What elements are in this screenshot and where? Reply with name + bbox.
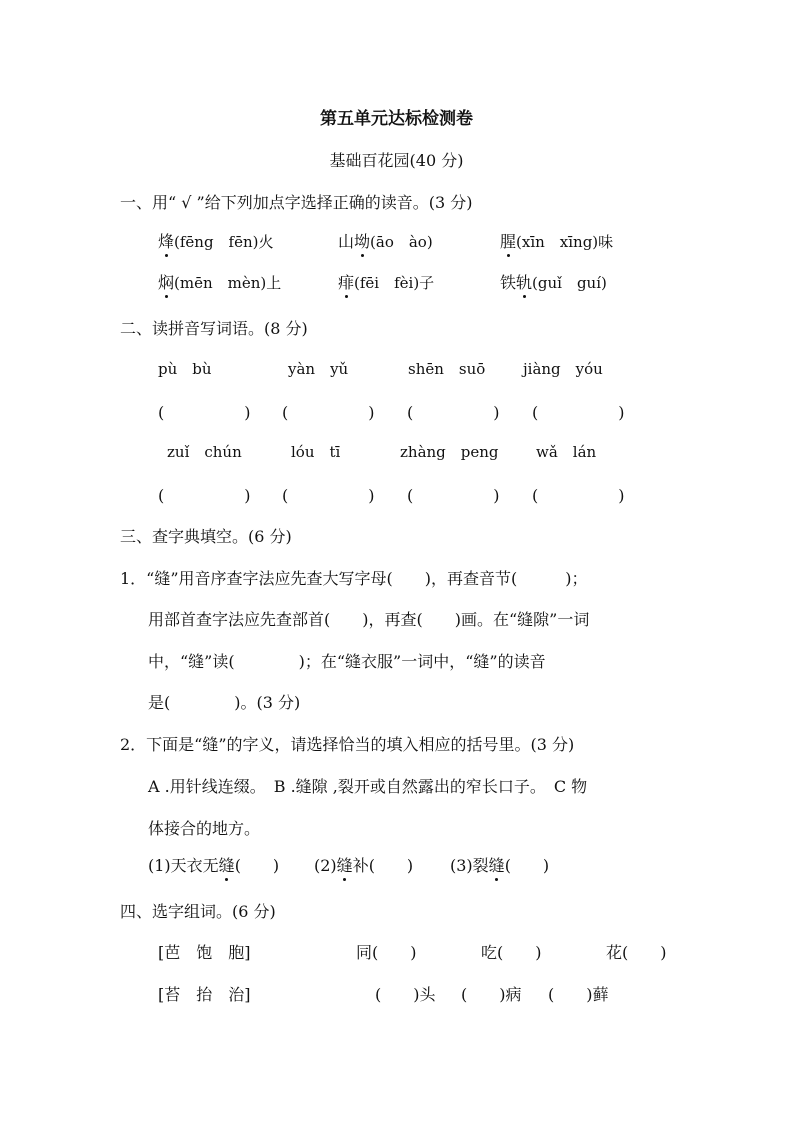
- q1-heading: 一、用“ √ ”给下列加点字选择正确的读音。(3 分): [120, 193, 473, 212]
- q1-item-1: [158, 229, 274, 252]
- section-subtitle: 基础百花园(40 分): [329, 151, 464, 170]
- q2-pinyin-1: pù bù: [158, 360, 212, 378]
- q4-char-set-1: [芭 饱 胞]: [158, 943, 251, 962]
- q1-item-4-pinyin: (mēn mèn)上: [174, 274, 282, 292]
- q4-blank-2[interactable]: 吃( ): [481, 943, 542, 962]
- q3-p2-item-1: (1)天衣无缝( ): [148, 853, 279, 876]
- q3-p2-item-2-char: 缝: [337, 853, 353, 876]
- q3-p2-item-3-char: 缝: [489, 853, 505, 876]
- q2-blank-2[interactable]: ( ): [282, 403, 375, 422]
- q3-p1-line4: 是( )。(3 分): [148, 693, 301, 712]
- q3-heading: 三、查字典填空。(6 分): [120, 527, 292, 546]
- q2-pinyin-7: zhàng peng: [400, 443, 499, 461]
- q4-blank-3[interactable]: 花( ): [606, 943, 667, 962]
- q2-blank-1[interactable]: ( ): [158, 403, 251, 422]
- q1-item-1-char: 烽: [158, 229, 174, 252]
- q2-pinyin-6: lóu tī: [291, 443, 341, 461]
- q4-blank-4[interactable]: ( )头: [375, 985, 436, 1004]
- q3-p2-line2: A .用针线连缀。 B .缝隙 ,裂开或自然露出的窄长口子。 C 物: [148, 777, 588, 796]
- q1-item-2-prefix: 山: [338, 232, 355, 251]
- q3-p2-line3: 体接合的地方。: [148, 819, 261, 838]
- q2-pinyin-5: zuǐ chún: [167, 443, 242, 461]
- q1-item-5-char: 痱: [338, 270, 354, 293]
- q1-item-6-char: 轨: [516, 270, 532, 293]
- q1-item-2: [338, 229, 433, 252]
- q4-char-set-2: [苔 抬 治]: [158, 985, 251, 1004]
- page-title: 第五单元达标检测卷: [320, 109, 473, 129]
- q4-blank-5[interactable]: ( )病: [461, 985, 522, 1004]
- q1-item-5: [338, 270, 434, 293]
- q4-blank-6[interactable]: ( )藓: [548, 985, 609, 1004]
- q1-item-6-prefix: 铁: [500, 273, 517, 292]
- q2-blank-8[interactable]: ( ): [532, 486, 625, 505]
- q4-blank-1[interactable]: 同( ): [356, 943, 417, 962]
- q1-item-3-char: 腥: [500, 229, 516, 252]
- q1-item-5-pinyin: (fēi fèi)子: [354, 274, 435, 292]
- q1-item-3: [500, 229, 613, 252]
- q1-item-3-pinyin: (xīn xīng)味: [516, 233, 614, 251]
- q2-blank-7[interactable]: ( ): [407, 486, 500, 505]
- q2-blank-3[interactable]: ( ): [407, 403, 500, 422]
- q2-pinyin-2: yàn yǔ: [288, 360, 349, 378]
- q3-p1-line2: 用部首查字法应先查部首( )，再查( )画。在“缝隙”一词: [148, 610, 590, 629]
- q1-item-4: [158, 270, 281, 293]
- q3-p2-item-3: (3)裂缝( ): [450, 853, 549, 876]
- q4-heading: 四、选字组词。(6 分): [120, 902, 276, 921]
- q2-blank-5[interactable]: ( ): [158, 486, 251, 505]
- q1-item-6: [500, 270, 607, 293]
- q1-item-2-pinyin: (āo ào): [370, 233, 433, 251]
- q1-item-4-char: 焖: [158, 270, 174, 293]
- q1-item-1-pinyin: (fēng fēn)火: [174, 233, 274, 251]
- q1-item-2-char: 坳: [354, 229, 370, 252]
- q2-pinyin-8: wǎ lán: [536, 443, 597, 461]
- q3-p2-item-2: (2)缝补( ): [314, 853, 413, 876]
- q3-p2-item-1-char: 缝: [219, 853, 235, 876]
- q3-p1-line1: 1．“缝”用音序查字法应先查大写字母( )，再查音节( )；: [120, 569, 588, 588]
- q2-pinyin-3: shēn suō: [408, 360, 486, 378]
- q3-p2-line1: 2．下面是“缝”的字义，请选择恰当的填入相应的括号里。(3 分): [120, 735, 575, 754]
- q3-p1-line3: 中，“缝”读( )；在“缝衣服”一词中，“缝”的读音: [148, 652, 546, 671]
- q2-pinyin-4: jiàng yóu: [523, 360, 603, 378]
- q2-heading: 二、读拼音写词语。(8 分): [120, 319, 308, 338]
- q1-item-6-pinyin: (guǐ guí): [532, 274, 607, 292]
- q2-blank-4[interactable]: ( ): [532, 403, 625, 422]
- q2-blank-6[interactable]: ( ): [282, 486, 375, 505]
